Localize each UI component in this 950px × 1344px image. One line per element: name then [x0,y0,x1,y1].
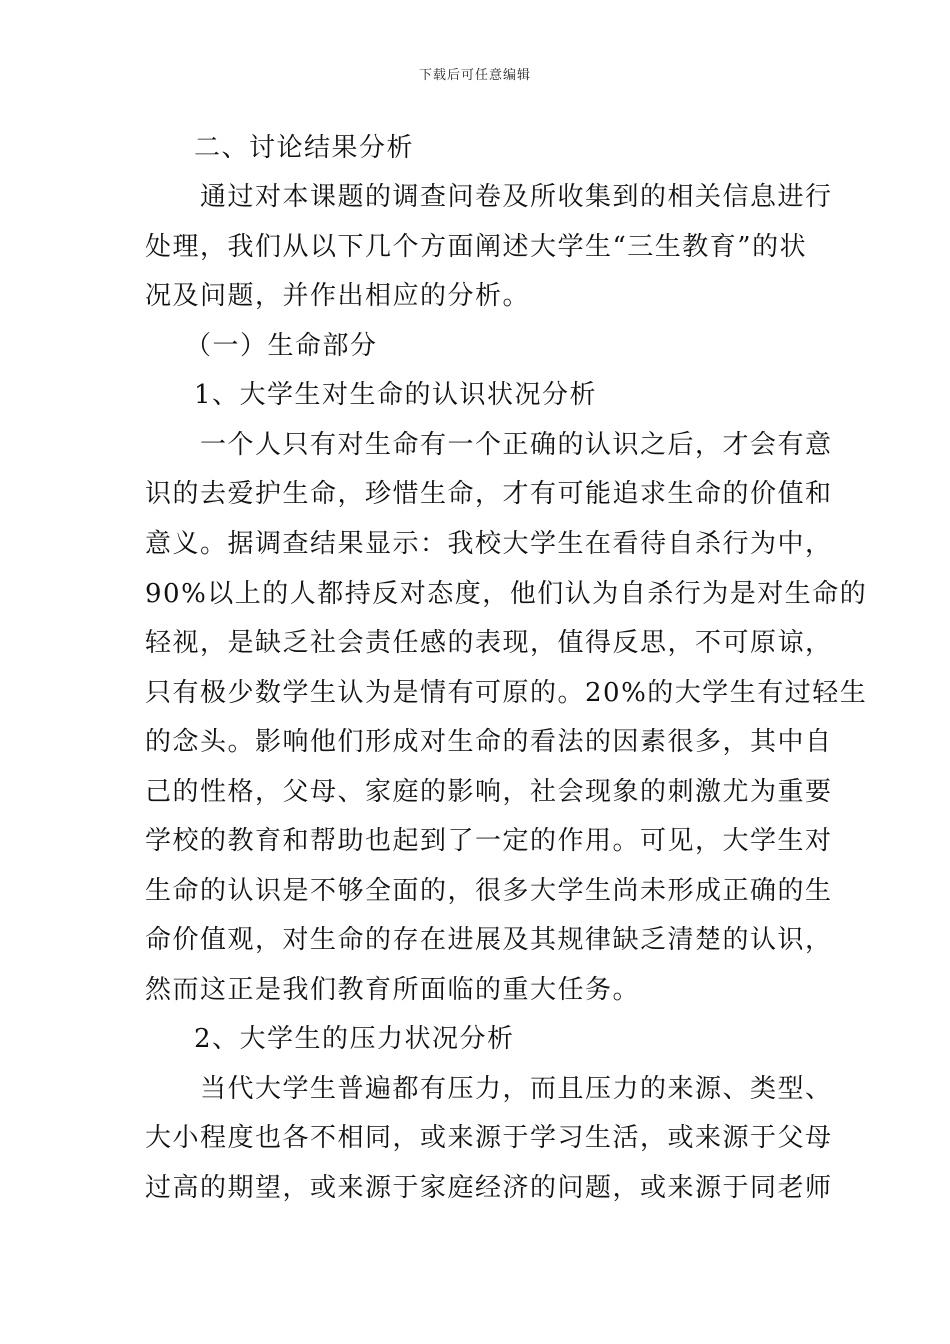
paragraph-line: 生命的认识是不够全面的，很多大学生尚未形成正确的生 [145,876,833,906]
paragraph-line: 只有极少数学生认为是情有可原的。20%的大学生有过轻生 [145,678,868,708]
paragraph-line: 当代大学生普遍都有压力，而且压力的来源、类型、 [200,1074,833,1104]
paragraph-line: 处理，我们从以下几个方面阐述大学生“三生教育”的状 [145,232,808,262]
paragraph-line: 己的性格，父母、家庭的影响，社会现象的刺激尤为重要 [145,777,833,807]
subsection-heading: （一）生命部分 [185,331,378,361]
paragraph-line: 识的去爱护生命，珍惜生命，才有可能追求生命的价值和 [145,479,833,509]
paragraph-line: 的念头。影响他们形成对生命的看法的因素很多，其中自 [145,727,833,757]
item-heading: 1、大学生对生命的认识状况分析 [194,380,598,410]
paragraph-line: 一个人只有对生命有一个正确的认识之后，才会有意 [200,430,833,460]
paragraph-line: 通过对本课题的调查问卷及所收集到的相关信息进行 [200,182,833,212]
paragraph-line: 然而这正是我们教育所面临的重大任务。 [145,975,641,1005]
paragraph-line: 况及问题，并作出相应的分析。 [145,281,531,311]
paragraph-line: 90%以上的人都持反对态度，他们认为自杀行为是对生命的 [145,579,868,609]
header-note: 下载后可任意编辑 [418,68,531,83]
item-heading: 2、大学生的压力状况分析 [194,1024,515,1054]
paragraph-line: 意义。据调查结果显示：我校大学生在看待自杀行为中， [145,529,833,559]
paragraph-line: 学校的教育和帮助也起到了一定的作用。可见，大学生对 [145,826,833,856]
paragraph-line: 过高的期望，或来源于家庭经济的问题，或来源于同老师 [145,1173,833,1203]
paragraph-line: 轻视，是缺乏社会责任感的表现，值得反思，不可原谅， [145,628,833,658]
paragraph-line: 大小程度也各不相同，或来源于学习生活，或来源于父母 [145,1123,833,1153]
paragraph-line: 命价值观，对生命的存在进展及其规律缺乏清楚的认识， [145,925,833,955]
section-heading: 二、讨论结果分析 [194,133,415,163]
